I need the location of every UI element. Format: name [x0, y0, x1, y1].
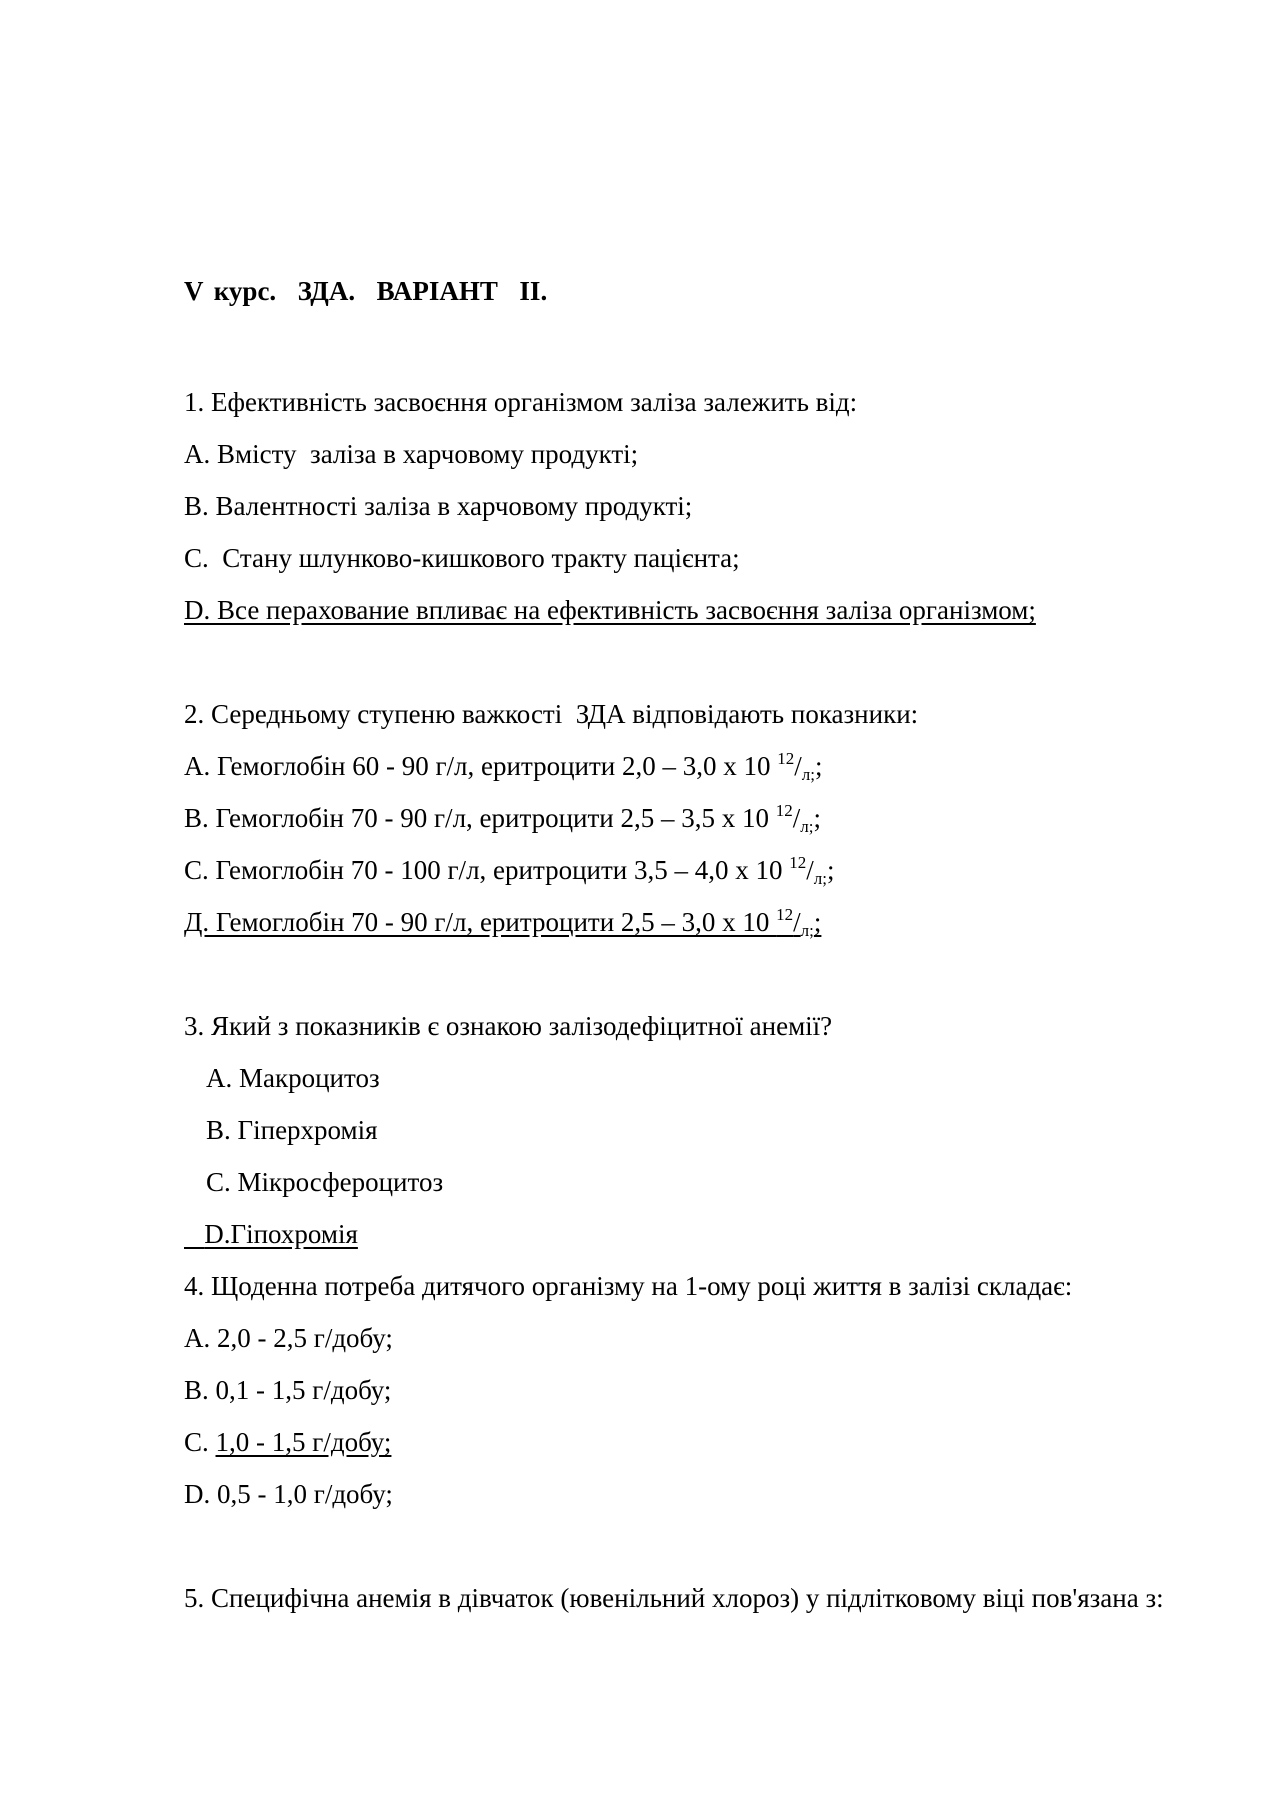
unit: л; [801, 765, 815, 784]
unit: л; [800, 817, 814, 836]
option-text: 0,1 - 1,5 г/добу; [215, 1375, 392, 1405]
option-text: 1,0 - 1,5 г/добу; [215, 1427, 392, 1457]
question-4-option-c-correct [184, 1426, 391, 1458]
question-4: 4. Щоденна потреба дитячого організму на 1-ому році життя в залізі складає: [184, 1271, 1073, 1301]
question-3: 3. Який з показників є ознакою залізодефіцитної анемії? [184, 1011, 833, 1041]
line-end: ; [826, 855, 835, 885]
question-1-option-b: В. Валентності заліза в харчовому продукті; [184, 491, 693, 521]
option-text: 0,5 - 1,0 г/добу; [217, 1479, 393, 1509]
question-3-option-c: С. Мікросфероцитоз [206, 1167, 444, 1197]
question-1-option-d-correct: D. Все перахование впливає на ефективність засвоєння заліза організмом; [184, 595, 1036, 625]
unit-separator: / [806, 855, 814, 885]
question-2-option-c [184, 854, 835, 886]
exponent: 12 [775, 801, 793, 820]
question-3-option-a: А. Макроцитоз [206, 1063, 380, 1093]
option-text: А. Гемоглобін 60 - 90 г/л, еритроцити 2,0 – 3,0 х 10 [184, 751, 778, 781]
exponent: 12 [789, 853, 807, 872]
option-letter: D. [184, 1479, 211, 1509]
question-2-option-b [184, 802, 821, 834]
option-letter: C. [184, 1427, 209, 1457]
unit-separator: / [794, 751, 802, 781]
question-2-option-a [184, 750, 823, 782]
document-title: V курс. ЗДА. ВАРІАНТ ІІ. [184, 276, 548, 306]
question-5: 5. Специфічна анемія в дівчаток (ювенільний хлороз) у підлітковому віці пов'язана з: [184, 1583, 1164, 1613]
question-1-option-c: С. Стану шлунково-кишкового тракту пацієнта; [184, 543, 740, 573]
question-4-option-a [184, 1322, 393, 1354]
question-3-option-b: В. Гіперхромія [206, 1115, 378, 1145]
option-text: D.Гіпохромія [204, 1219, 358, 1249]
question-4-option-d [184, 1478, 393, 1510]
unit: л; [800, 921, 814, 940]
option-text: В. Гемоглобін 70 - 90 г/л, еритроцити 2,5 – 3,5 х 10 [184, 803, 776, 833]
question-2-option-d-correct [184, 906, 821, 938]
option-text: С. Гемоглобін 70 - 100 г/л, еритроцити 3,5 – 4,0 х 10 [184, 855, 790, 885]
question-1: 1. Ефективність засвоєння організмом заліза залежить від: [184, 387, 858, 417]
question-4-option-b [184, 1374, 391, 1406]
unit-separator: / [792, 803, 801, 833]
question-1-option-a: А. Вмісту заліза в харчовому продукті; [184, 439, 639, 469]
line-end: ; [814, 751, 823, 781]
unit-separator: / [793, 907, 801, 937]
option-text: 2,0 - 2,5 г/добу; [217, 1323, 393, 1353]
unit: л; [813, 869, 827, 888]
question-3-option-d-correct [184, 1218, 358, 1250]
line-end: ; [813, 803, 821, 833]
option-letter: A. [184, 1323, 211, 1353]
option-text: Д. Гемоглобін 70 - 90 г/л, еритроцити 2,5 – 3,0 х 10 [184, 907, 777, 937]
question-2: 2. Середньому ступеню важкості ЗДА відповідають показники: [184, 699, 919, 729]
line-end: ; [813, 907, 822, 937]
underlined-indent [184, 1219, 204, 1249]
exponent: 12 [777, 749, 795, 768]
exponent: 12 [776, 905, 794, 924]
option-letter: B. [184, 1375, 209, 1405]
